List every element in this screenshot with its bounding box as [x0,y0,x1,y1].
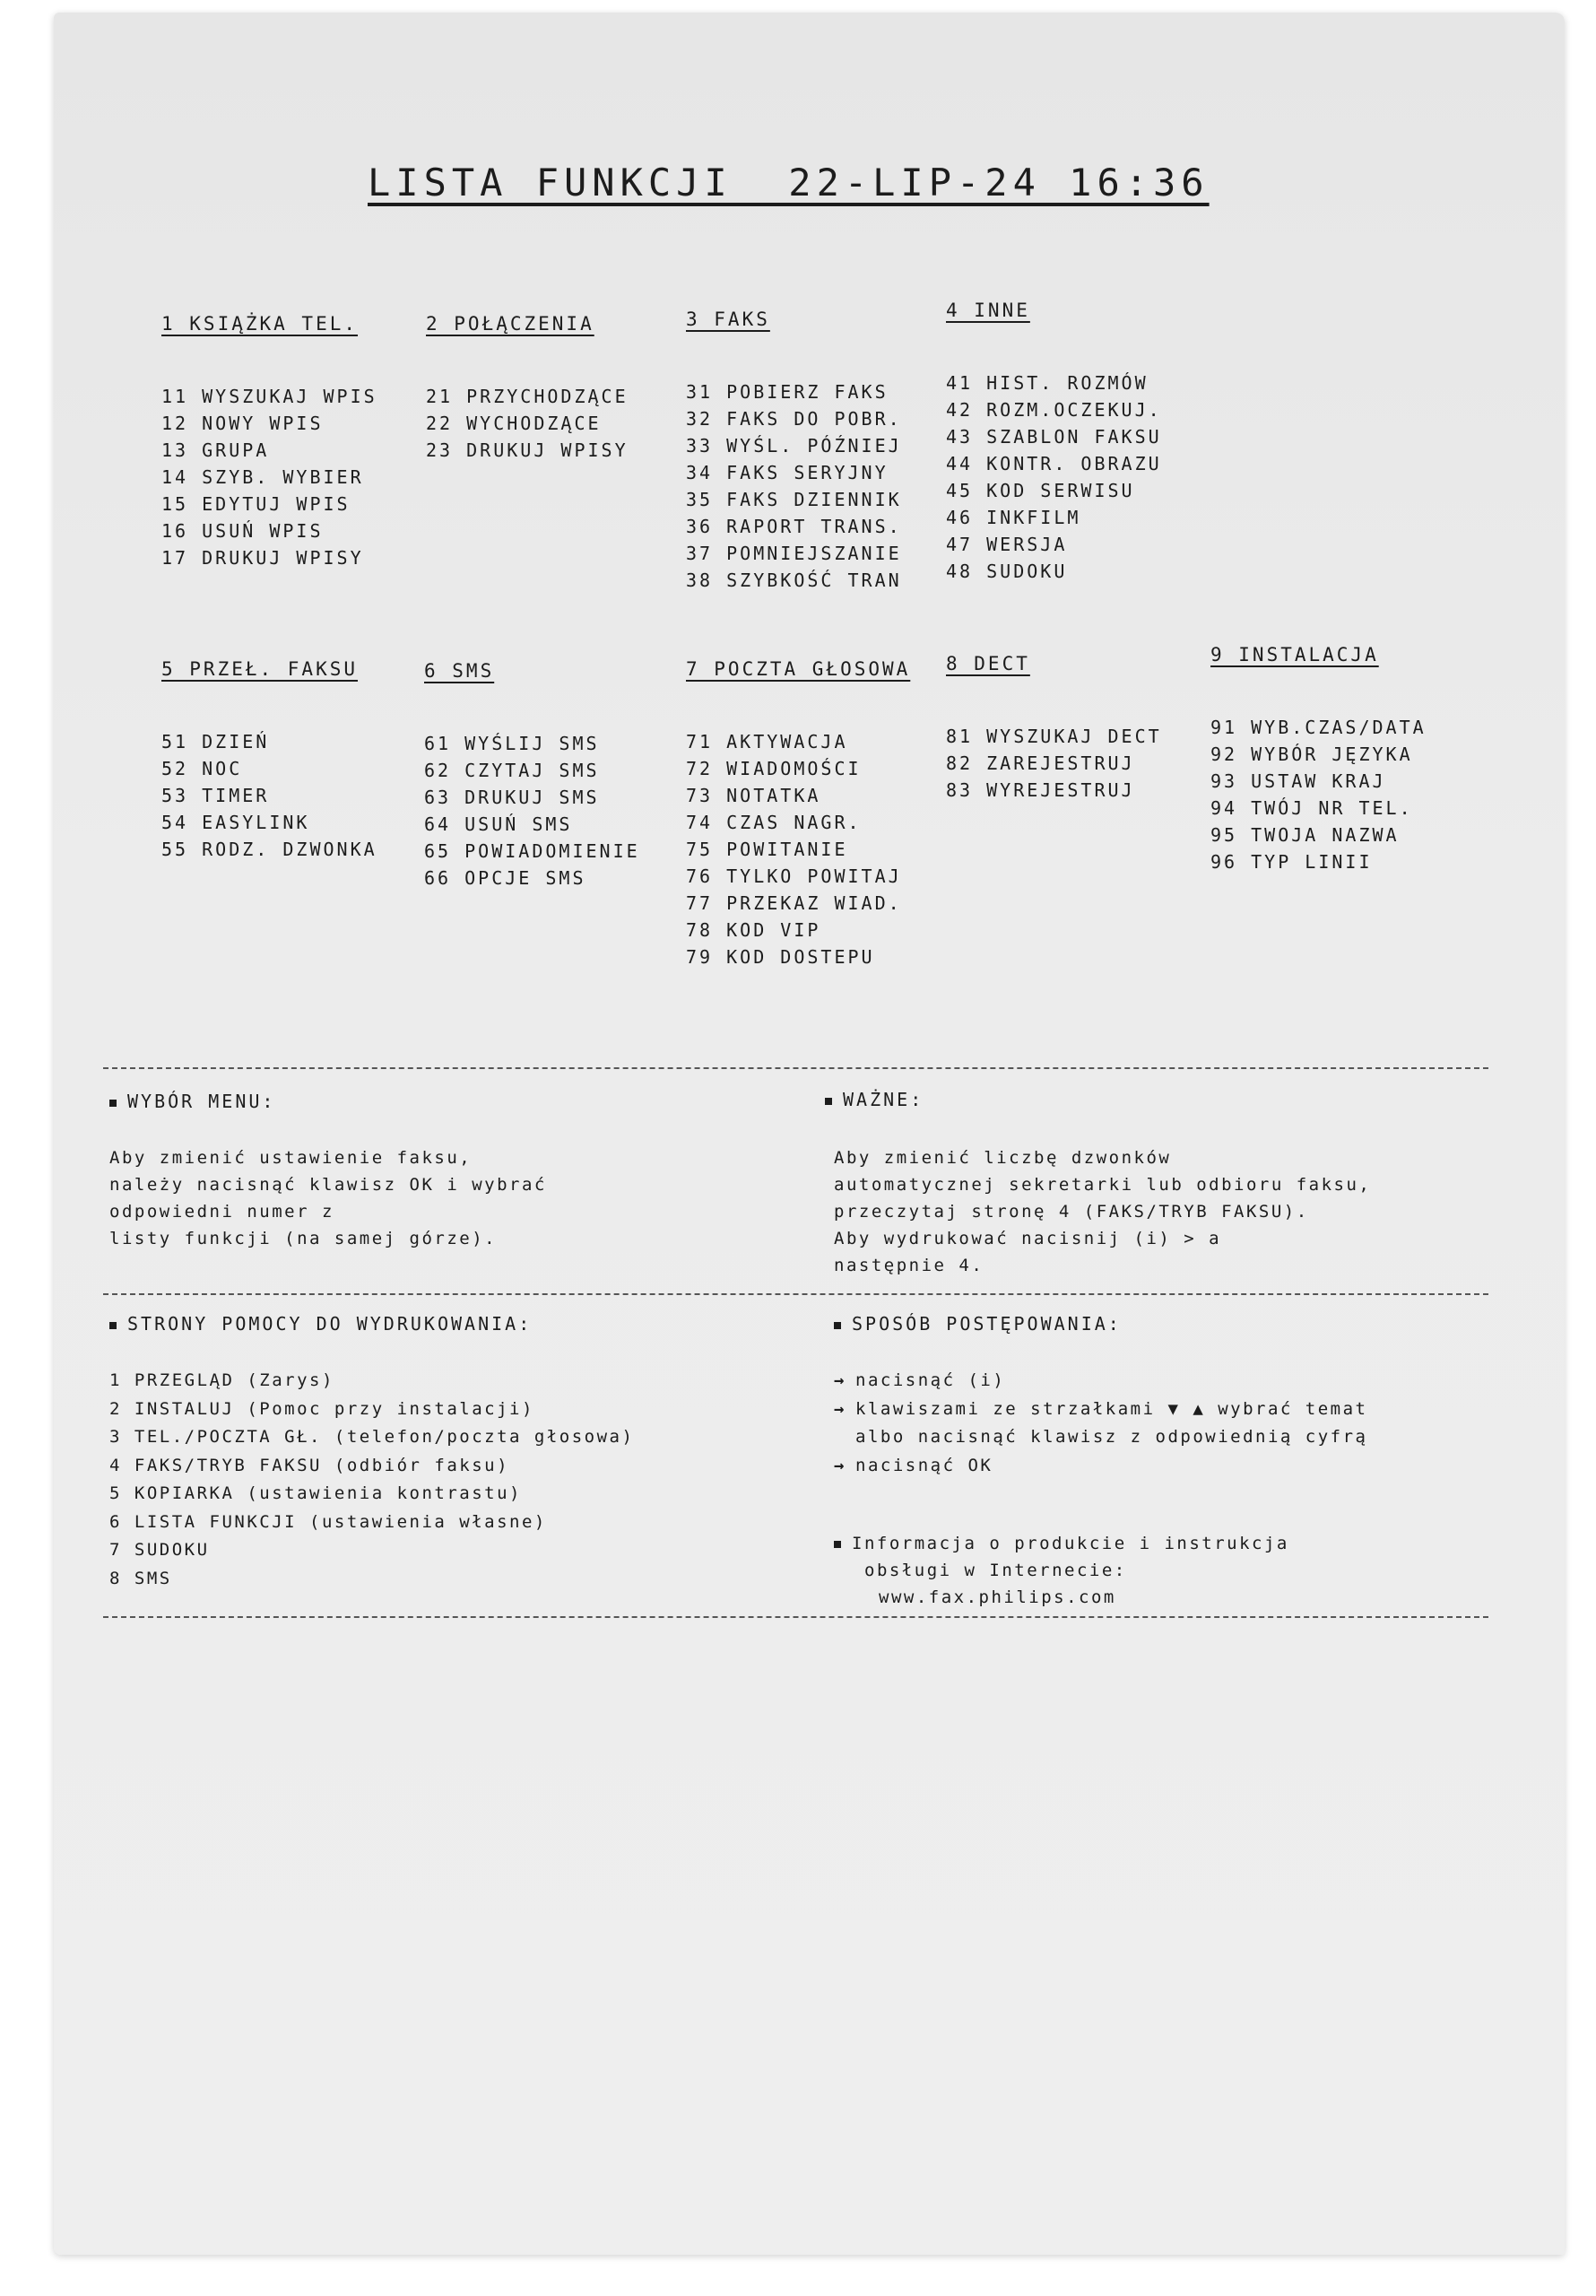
divider-bottom [103,1616,1488,1618]
procedure-step-text: nacisnąć OK [855,1455,993,1475]
menu-select-line: Aby zmienić ustawienie faksu, [109,1148,473,1168]
important-header [825,1089,924,1110]
function-item: 44 KONTR. OBRAZU [946,453,1162,474]
function-item: 23 DRUKUJ WPISY [426,439,629,461]
function-item: 46 INKFILM [946,507,1081,528]
function-item: 45 KOD SERWISU [946,480,1135,501]
function-item: 16 USUŃ WPIS [161,520,324,542]
function-item: 65 POWIADOMIENIE [424,840,640,862]
help-page-item: 4 FAKS/TRYB FAKSU (odbiór faksu) [109,1455,510,1475]
help-page-item: 3 TEL./POCZTA GŁ. (telefon/poczta głosowa) [109,1427,635,1447]
procedure-step-3 [834,1452,1368,1481]
function-item: 47 WERSJA [946,534,1068,555]
function-item: 33 WYŚL. PÓŹNIEJ [686,435,902,457]
function-item: 78 KOD VIP [686,919,821,941]
function-item: 32 FAKS DO POBR. [686,408,902,430]
function-item: 11 WYSZUKAJ WPIS [161,386,377,407]
category-header: 5 PRZEŁ. FAKSU [161,658,359,680]
procedure-step-text: nacisnąć (i) [855,1370,1006,1390]
category-calls [426,313,695,464]
category-header: 7 POCZTA GŁOSOWA [686,658,911,680]
function-item: 96 TYP LINII [1210,851,1373,873]
function-item: 76 TYLKO POWITAJ [686,865,902,887]
function-item: 36 RAPORT TRANS. [686,516,902,537]
category-header: 9 INSTALACJA [1210,644,1379,665]
category-header: 1 KSIĄŻKA TEL. [161,313,359,335]
menu-select-header-text: WYBÓR MENU: [127,1091,276,1112]
function-item: 54 EASYLINK [161,812,310,833]
page-title: LISTA FUNKCJI 22-LIP-24 16:36 [368,161,1210,204]
function-item: 83 WYREJESTRUJ [946,779,1135,801]
category-fax [686,309,955,594]
function-item: 61 WYŚLIJ SMS [424,733,600,754]
function-item: 37 POMNIEJSZANIE [686,543,902,564]
function-item: 15 EDYTUJ WPIS [161,493,351,515]
procedure-step-text: klawiszami ze strzałkami ▼ ▲ wybrać temat [855,1398,1368,1419]
help-pages-header-text: STRONY POMOCY DO WYDRUKOWANIA: [127,1313,533,1335]
category-phonebook [161,313,430,571]
function-item: 22 WYCHODZĄCE [426,413,602,434]
function-item: 14 SZYB. WYBIER [161,466,364,488]
function-item: 94 TWÓJ NR TEL. [1210,797,1413,819]
function-item: 72 WIADOMOŚCI [686,758,862,779]
category-voicemail [686,658,955,970]
important-line: automatycznej sekretarki lub odbioru faksu, [834,1175,1372,1195]
function-item: 81 WYSZUKAJ DECT [946,726,1162,747]
function-item: 93 USTAW KRAJ [1210,770,1386,792]
help-page-item: 2 INSTALUJ (Pomoc przy instalacji) [109,1398,534,1419]
arrow-right-icon: → [834,1370,846,1390]
divider-top [103,1067,1488,1069]
function-item: 91 WYB.CZAS/DATA [1210,717,1427,738]
category-header: 6 SMS [424,660,495,682]
procedure-steps [834,1367,1368,1480]
fax-printout-page [54,13,1565,2255]
help-pages-list [109,1367,634,1593]
function-item: 77 PRZEKAZ WIAD. [686,892,902,914]
important-text [834,1144,1371,1279]
function-item: 17 DRUKUJ WPISY [161,547,364,569]
bullet-icon [109,1322,117,1329]
arrow-right-icon: → [834,1398,846,1419]
procedure-step-2 [834,1396,1368,1424]
category-fax-switch [161,658,430,863]
function-item: 31 POBIERZ FAKS [686,381,889,403]
function-item: 38 SZYBKOŚĆ TRAN [686,570,902,591]
function-item: 55 RODZ. DZWONKA [161,839,377,860]
function-item: 75 POWITANIE [686,839,848,860]
function-item: 92 WYBÓR JĘZYKA [1210,744,1413,765]
bullet-icon [825,1098,832,1105]
function-item: 43 SZABLON FAKSU [946,426,1162,448]
function-item: 64 USUŃ SMS [424,813,573,835]
function-item: 74 CZAS NAGR. [686,812,862,833]
function-item: 52 NOC [161,758,243,779]
function-item: 34 FAKS SERYJNY [686,462,889,483]
category-header: 2 POŁĄCZENIA [426,313,594,335]
help-page-item: 6 LISTA FUNKCJI (ustawienia własne) [109,1511,547,1532]
bullet-icon [834,1322,841,1329]
category-dect [946,653,1215,804]
important-line: następnie 4. [834,1256,984,1275]
menu-select-line: odpowiedni numer z [109,1202,334,1222]
function-item: 53 TIMER [161,785,270,806]
function-item: 13 GRUPA [161,439,270,461]
category-sms [424,660,693,891]
important-header-text: WAŻNE: [843,1089,924,1110]
function-item: 12 NOWY WPIS [161,413,324,434]
category-header: 4 INNE [946,300,1030,321]
menu-select-header [109,1091,275,1112]
function-item: 95 TWOJA NAZWA [1210,824,1400,846]
important-line: Aby zmienić liczbę dzwonków [834,1148,1172,1168]
help-page-item: 5 KOPIARKA (ustawienia kontrastu) [109,1483,522,1503]
menu-select-text [109,1144,547,1252]
menu-select-line: należy nacisnąć klawisz OK i wybrać [109,1175,547,1195]
procedure-step-1 [834,1367,1368,1396]
function-item: 79 KOD DOSTEPU [686,946,875,968]
important-line: przeczytaj stronę 4 (FAKS/TRYB FAKSU). [834,1202,1309,1222]
function-item: 51 DZIEŃ [161,731,270,752]
function-item: 63 DRUKUJ SMS [424,787,600,808]
bullet-icon [109,1100,117,1107]
help-page-item: 1 PRZEGLĄD (Zarys) [109,1370,334,1390]
category-header: 8 DECT [946,653,1030,674]
procedure-header-text: SPOSÓB POSTĘPOWANIA: [852,1313,1122,1335]
function-item: 73 NOTATKA [686,785,821,806]
function-item: 82 ZAREJESTRUJ [946,752,1135,774]
function-item: 35 FAKS DZIENNIK [686,489,902,510]
help-pages-header [109,1313,532,1335]
procedure-step-2-continued: albo nacisnąć klawisz z odpowiednią cyfrą [855,1427,1368,1447]
function-item: 41 HIST. ROZMÓW [946,372,1149,394]
function-item: 62 CZYTAJ SMS [424,760,600,781]
help-page-item: 8 SMS [109,1568,172,1588]
info-line-1 [834,1530,1289,1557]
menu-select-line: listy funkcji (na samej górze). [109,1229,498,1248]
function-item: 21 PRZYCHODZĄCE [426,386,629,407]
function-item: 66 OPCJE SMS [424,867,586,889]
info-url: www.fax.philips.com [879,1587,1116,1607]
procedure-header [834,1313,1122,1335]
info-line-2: obsługi w Internecie: [864,1561,1127,1580]
important-line: Aby wydrukować nacisnij (i) > a [834,1229,1222,1248]
function-item: 42 ROZM.OCZEKUJ. [946,399,1162,421]
category-other [946,300,1215,585]
arrow-right-icon: → [834,1455,846,1475]
function-item: 71 AKTYWACJA [686,731,848,752]
divider-middle [103,1293,1488,1295]
category-installation [1210,644,1479,875]
info-block [834,1530,1289,1611]
function-item: 48 SUDOKU [946,561,1068,582]
bullet-icon [834,1541,841,1548]
category-header: 3 FAKS [686,309,770,330]
info-text: Informacja o produkcie i instrukcja [852,1534,1289,1553]
help-page-item: 7 SUDOKU [109,1540,210,1560]
